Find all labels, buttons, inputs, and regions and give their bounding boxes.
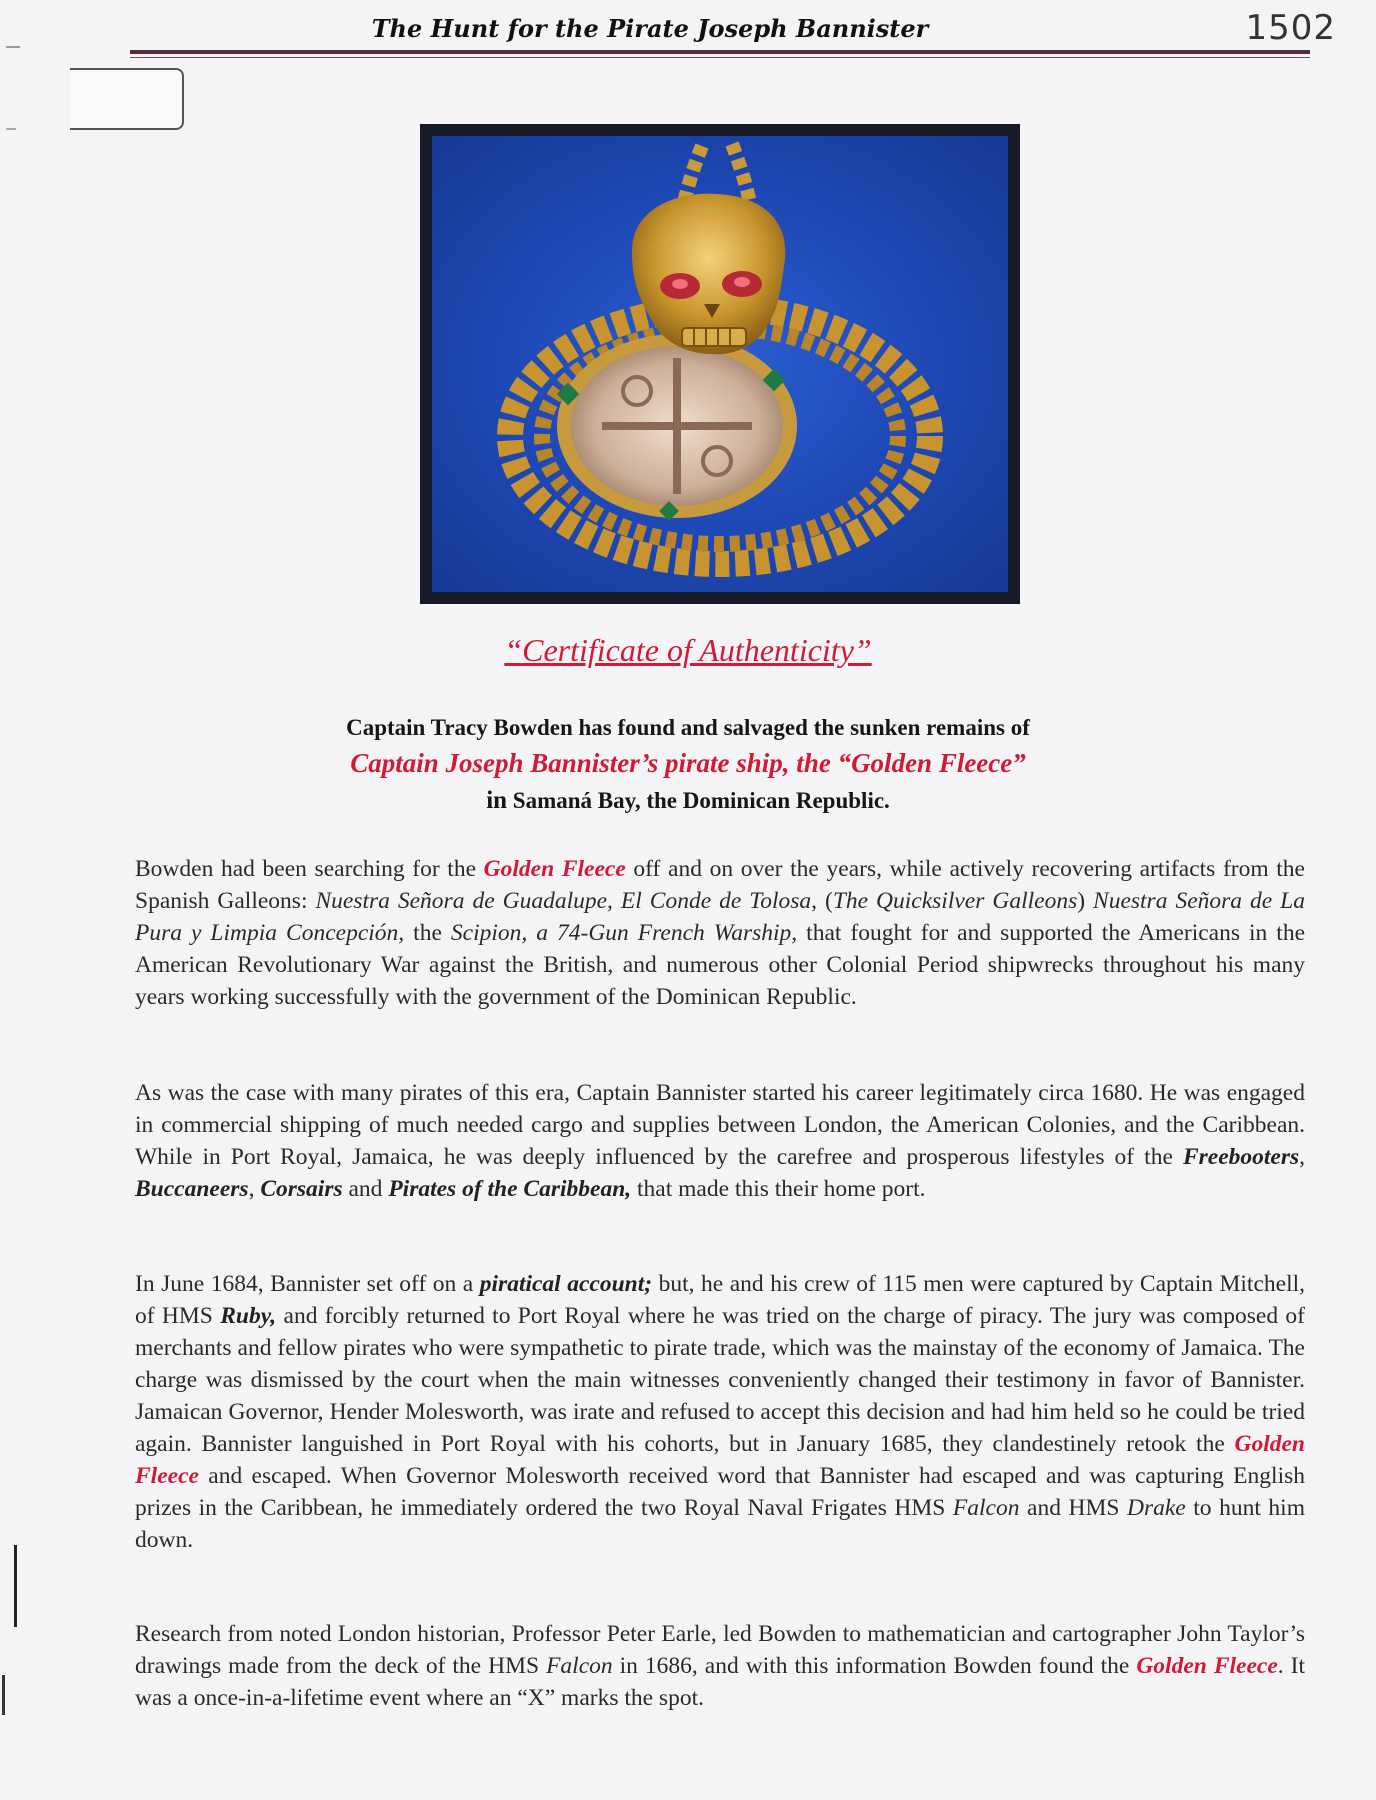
scan-mark: [6, 128, 16, 130]
ship-name: Falcon: [952, 1495, 1020, 1521]
text: off and on over the years, while actively recovering artifacts from the Spanish Galleons:: [135, 856, 1305, 914]
text: and forcibly returned to Port Royal where he was tried on the charge of piracy. The jury was composed of merchants and fellow pirates who were sympathetic to pirate trade, which was the mainstay of the economy of Jamaica. The charge was dismissed by the court when the main witnesses conveniently changed their testimony in favor of Bannister. Jamaican Governor, Hender Molesworth, was irate and refused to accept this decision and had him held so he could be tried again. Bannister languished in Port Royal with his cohorts, but in January 1685, they clandestinely retook the: [135, 1303, 1305, 1457]
text: in 1686, and with this information Bowden found the: [612, 1653, 1137, 1679]
ship-names: The Quicksilver Galleons: [832, 888, 1078, 914]
text: to hunt him down.: [135, 1495, 1305, 1553]
term: Buccaneers: [135, 1176, 249, 1202]
skull-pendant-icon: [432, 136, 1008, 592]
ship-name-golden-fleece: Golden Fleece: [135, 1431, 1305, 1489]
subheading-location: Samaná Bay, the Dominican Republic.: [507, 788, 890, 813]
ship-name-golden-fleece: Golden Fleece: [1136, 1653, 1278, 1679]
subheading-line-1: Captain Tracy Bowden has found and salvaged the sunken remains of: [346, 715, 1030, 740]
term: Freebooters: [1182, 1144, 1300, 1170]
text: ,: [248, 1176, 261, 1202]
ship-name-golden-fleece: Golden Fleece: [483, 856, 626, 882]
text: . It was a once-in-a-lifetime event where an “X” marks the spot.: [135, 1653, 1306, 1711]
page-number: 1502: [1245, 8, 1336, 48]
paragraph-4: [135, 1618, 1305, 1714]
scan-mark: [6, 46, 20, 48]
paragraph-3: [135, 1268, 1305, 1556]
text: In June 1684, Bannister set off on a: [135, 1271, 480, 1297]
scan-edge-mark: [2, 1675, 5, 1715]
ship-name: Falcon: [546, 1653, 613, 1679]
term: piratical account;: [479, 1271, 653, 1297]
header-rule: [130, 50, 1310, 54]
text: Research from noted London historian, Professor Peter Earle, led Bowden to mathematician and cartographer John Taylor’s drawings made from the deck of the HMS: [135, 1621, 1305, 1679]
paragraph-2: [135, 1077, 1305, 1205]
text: the: [404, 920, 451, 946]
subheading-line-2: Captain Joseph Bannister’s pirate ship, the “Golden Fleece”: [350, 748, 1026, 778]
ship-names: Nuestra Señora de Guadalupe, El Conde de Tolosa: [315, 888, 812, 914]
text: , (: [811, 888, 833, 914]
text: and: [342, 1176, 389, 1202]
term: Corsairs: [260, 1176, 343, 1202]
ship-name: Ruby,: [220, 1303, 277, 1329]
text: that made this their home port.: [631, 1176, 926, 1202]
page-title: The Hunt for the Pirate Joseph Bannister: [371, 14, 929, 43]
text: that fought for and supported the Americans in the American Revolutionary War against the British, and numerous other Colonial Period shipwrecks throughout his many years working successfully with the government of the Dominican Republic.: [135, 920, 1305, 1010]
text: and escaped. When Governor Molesworth received word that Bannister had escaped and was capturing English prizes in the Caribbean, he immediately ordered the two Royal Naval Frigates HMS: [135, 1463, 1305, 1521]
scan-edge-mark: [14, 1545, 17, 1627]
pendant-photo: [420, 124, 1020, 604]
text: ,: [1299, 1144, 1305, 1170]
text: ): [1077, 888, 1094, 914]
pendant-photo-image: [432, 136, 1008, 592]
text: Bowden had been searching for the: [135, 856, 484, 882]
header-rule-thin: [130, 57, 1310, 58]
text: and HMS: [1019, 1495, 1127, 1521]
text: As was the case with many pirates of this era, Captain Bannister started his career legitimately circa 1680. He was engaged in commercial shipping of much needed cargo and supplies between London, the American Colonies, and the Caribbean. While in Port Royal, Jamaica, he was deeply influenced by the carefree and prosperous lifestyles of the: [135, 1080, 1305, 1170]
ship-name: Drake: [1127, 1495, 1186, 1521]
subheading-in: in: [486, 787, 508, 814]
ship-names: Scipion, a 74-Gun French Warship,: [450, 920, 798, 946]
paragraph-1: [135, 853, 1305, 1013]
sticky-tab: [70, 68, 184, 130]
ship-names: Nuestra Señora de La Pura y Limpia Concepción,: [135, 888, 1305, 946]
certificate-heading: “Certificate of Authenticity”: [504, 632, 872, 668]
text: but, he and his crew of 115 men were captured by Captain Mitchell, of HMS: [135, 1271, 1306, 1329]
subheading-line-3: [0, 787, 1376, 815]
term: Pirates of the Caribbean,: [388, 1176, 632, 1202]
